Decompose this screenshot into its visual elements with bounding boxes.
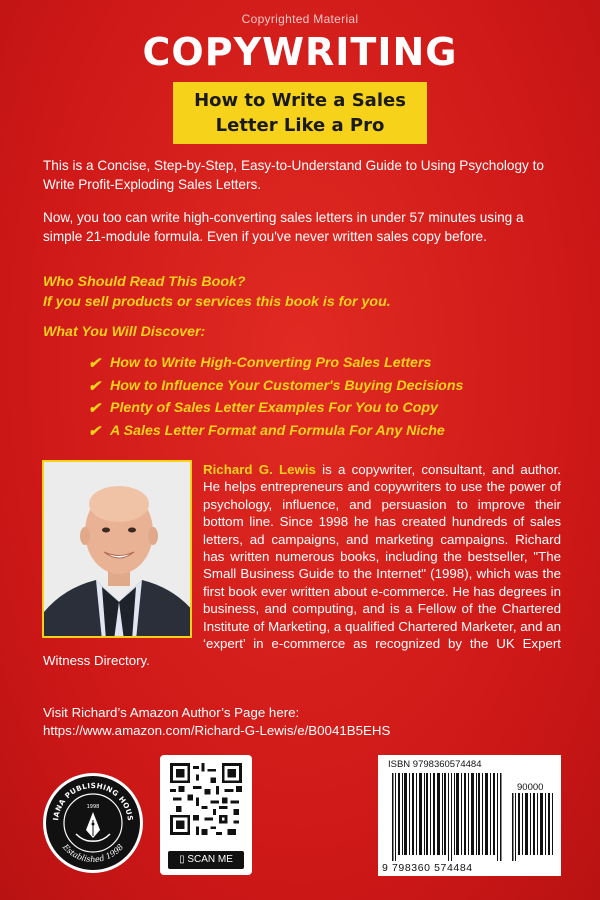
price-code: 90000	[517, 782, 544, 793]
scan-me-text: SCAN ME	[187, 854, 233, 865]
publisher-name: IANA PUBLISHING HOUS	[51, 780, 136, 822]
amazon-author-url[interactable]: https://www.amazon.com/Richard-G-Lewis/e/B0041B5EHS	[43, 723, 391, 738]
checkmark-icon: ✔	[88, 355, 101, 373]
qr-code-icon[interactable]	[170, 763, 242, 835]
barcode-bars-icon	[378, 755, 561, 876]
phone-icon: ▯	[179, 854, 188, 865]
discover-list	[88, 352, 463, 442]
isbn-barcode	[378, 755, 561, 876]
author-photo	[42, 460, 192, 638]
list-item	[88, 375, 463, 398]
list-item-text: How to Influence Your Customer's Buying Decisions	[110, 377, 464, 394]
subtitle-banner	[173, 82, 427, 144]
isbn-digits: 9 798360 574484	[382, 862, 473, 874]
copyright-watermark: Copyrighted Material	[241, 12, 359, 26]
list-item-text: A Sales Letter Format and Formula For Any Niche	[110, 422, 445, 439]
amazon-link-label: Visit Richard’s Amazon Author’s Page here:	[43, 705, 300, 720]
publisher-seal-icon	[42, 772, 144, 874]
subtitle-line-2: Letter Like a Pro	[215, 115, 385, 136]
author-bio-text: is a copywriter, consultant, and author. He helps entrepreneurs and copywriters to use the power of psychology, influence, and persuasion to improve their bottom line. Since 1998 he has created hundreds of sales letters, ad campaigns, and marketing campaigns. Richard has written numerous books, including the bestseller, "The Small Business Guide to the Internet" (1998), which was the first book ever written about e-commerce. He has degrees in business, and computing, and is a Fellow of the Chartered Institute of Marketing, a qualified Chartered Marketer, and an ‘expert’ in e-commerce as recognized by the UK Expert Witness Directory.	[43, 462, 561, 669]
list-item	[88, 397, 463, 420]
amazon-author-link-block	[43, 704, 563, 740]
who-should-read-answer: If you sell products or services this book is for you.	[43, 294, 391, 310]
scan-me-label	[168, 851, 244, 869]
intro-paragraph-1: This is a Concise, Step-by-Step, Easy-to-Understand Guide to Using Psychology to Write Profit-Exploding Sales Letters.	[43, 158, 544, 192]
list-item-text: How to Write High-Converting Pro Sales Letters	[110, 355, 432, 372]
checkmark-icon: ✔	[88, 377, 101, 395]
list-item	[88, 352, 463, 375]
publisher-logo	[42, 772, 144, 874]
author-name: Richard G. Lewis	[203, 462, 316, 477]
list-item	[88, 420, 463, 443]
book-title: COPYWRITING	[142, 30, 458, 74]
publisher-established: Established 1998	[60, 842, 126, 865]
list-item-text: Plenty of Sales Letter Examples For You to Copy	[110, 400, 438, 417]
intro-paragraph-2: Now, you too can write high-converting sales letters in under 57 minutes using a simple 21-module formula. Even if you've never written sales copy before.	[43, 210, 524, 244]
isbn-label: ISBN 9798360574484	[388, 759, 482, 770]
subtitle-line-1: How to Write a Sales	[194, 90, 406, 111]
author-portrait-image	[44, 462, 192, 638]
who-should-read-heading: Who Should Read This Book?	[43, 274, 246, 290]
discover-heading: What You Will Discover:	[43, 324, 206, 340]
publisher-year: 1998	[86, 804, 100, 810]
checkmark-icon: ✔	[88, 400, 101, 418]
checkmark-icon: ✔	[88, 422, 101, 440]
qr-code-card[interactable]	[160, 755, 252, 875]
